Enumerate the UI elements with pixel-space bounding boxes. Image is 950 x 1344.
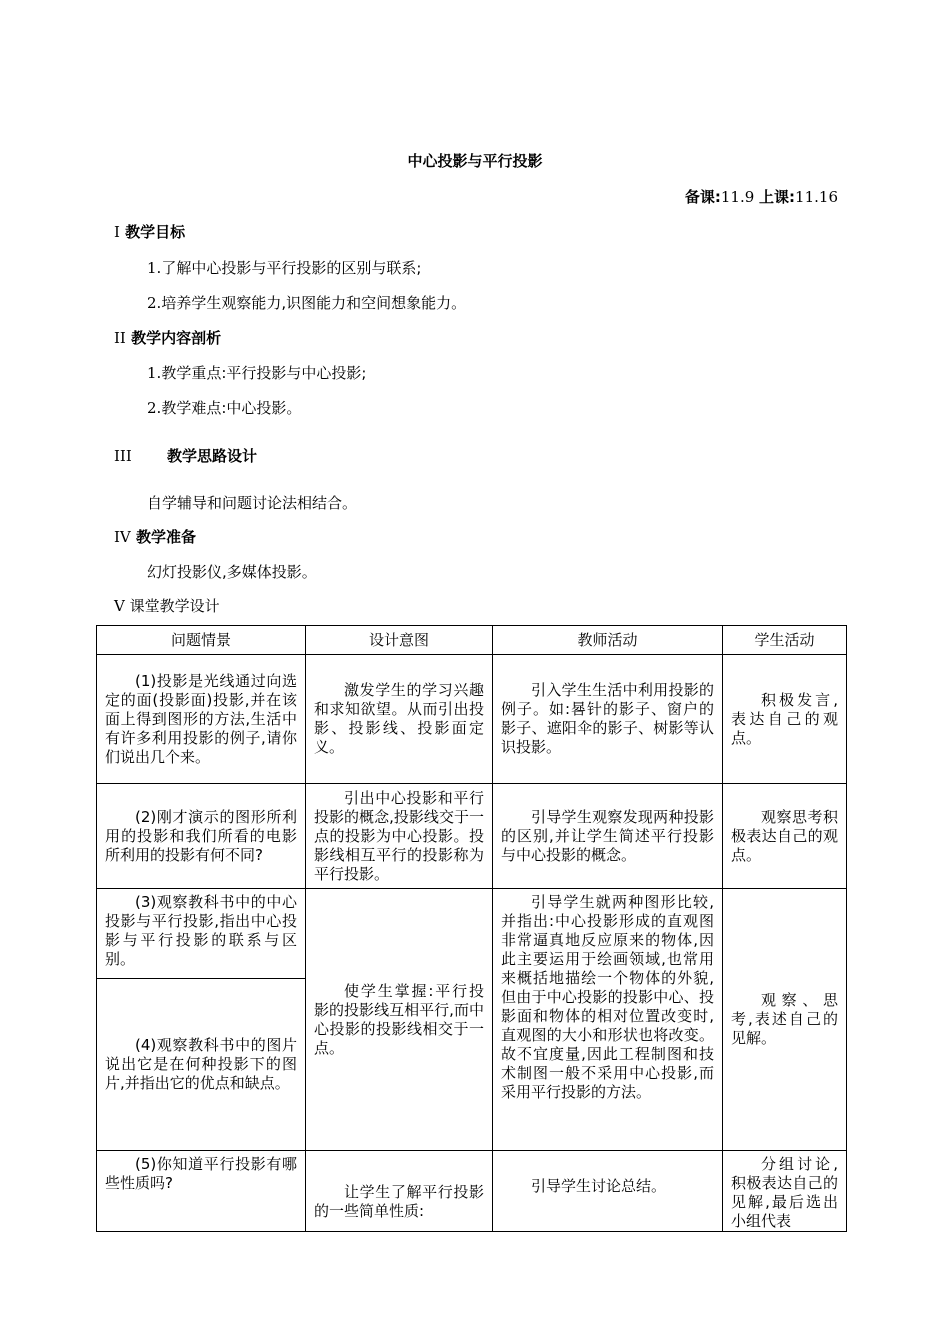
teacher-cell: 引导学生就两种图形比较,并指出:中心投影形成的直观图非常逼真地反应原来的物体,因此主要运用于绘画领域,也常用来概括地描绘一个物体的外貌,但由于中心投影的投影中心、投影面和物体的相对位置改变时,直观图的大小和形状也将改变。故不宜度量,因此工程制图和技术制图一般不采用中心投影,而采用平行投影的方法。: [493, 889, 723, 1151]
section-number: I: [114, 223, 120, 241]
table-row: [97, 1151, 847, 1232]
section-number: III: [114, 447, 132, 465]
item-number: 1.: [147, 259, 162, 277]
table-row: [97, 784, 847, 889]
intent-cell: 引出中心投影和平行投影的概念,投影线交于一点的投影为中心投影。投影线相互平行的投影称为平行投影。: [306, 784, 493, 889]
column-header: 设计意图: [306, 626, 493, 655]
item-text: 教学难点:中心投影。: [161, 399, 302, 417]
section-paragraph: 自学辅导和问题讨论法相结合。: [147, 494, 358, 512]
table-row: [97, 655, 847, 784]
section-heading-content-analysis: [114, 327, 221, 348]
teacher-cell: 引导学生讨论总结。: [493, 1151, 723, 1232]
section-title: 教学内容剖析: [131, 329, 222, 347]
lesson-design-table: [96, 625, 847, 1232]
prep-date: 11.9: [720, 188, 755, 206]
prep-label: 备课:: [684, 188, 721, 206]
item-number: 2.: [147, 399, 162, 417]
document-title: 中心投影与平行投影: [407, 152, 543, 170]
question-cell: (4)观察教科书中的图片说出它是在何种投影下的图片,并指出它的优点和缺点。: [97, 979, 306, 1151]
class-date: 11.16: [795, 188, 838, 206]
section-number: II: [114, 329, 126, 347]
intent-cell: 激发学生的学习兴趣和求知欲望。从而引出投影、投影线、投影面定义。: [306, 655, 493, 784]
column-header: 学生活动: [723, 626, 847, 655]
analysis-item: [147, 397, 301, 418]
question-cell: (1)投影是光线通过向选定的面(投影面)投影,并在该面上得到图形的方法,生活中有许多利用投影的例子,请你们说出几个来。: [97, 655, 306, 784]
student-cell: 观察思考积极表达自己的观点。: [723, 784, 847, 889]
item-number: 2.: [147, 294, 162, 312]
analysis-item: [147, 362, 366, 383]
table-row: [97, 889, 847, 979]
schedule-info: [685, 186, 838, 207]
teacher-cell: 引入学生生活中利用投影的例子。如:晷针的影子、窗户的影子、遮阳伞的影子、树影等认识投影。: [493, 655, 723, 784]
section-title: 教学准备: [136, 528, 197, 546]
question-cell: (2)刚才演示的图形所利用的投影和我们所看的电影所利用的投影有何不同?: [97, 784, 306, 889]
section-heading-objectives: [114, 221, 185, 242]
section-number: IV: [114, 528, 131, 546]
objective-item: [147, 257, 421, 278]
item-text: 培养学生观察能力,识图能力和空间想象能力。: [161, 294, 467, 312]
objective-item: [147, 292, 466, 313]
student-cell: 积极发言,表达自己的观点。: [723, 655, 847, 784]
item-number: 1.: [147, 364, 162, 382]
class-label: 上课:: [759, 188, 796, 206]
student-cell: 观察、思考,表述自己的见解。: [723, 889, 847, 1151]
section-title: 教学目标: [125, 223, 186, 241]
section-title: 课堂教学设计: [129, 597, 220, 615]
item-text: 教学重点:平行投影与中心投影;: [161, 364, 367, 382]
table-header-row: [97, 626, 847, 655]
question-cell: (5)你知道平行投影有哪些性质吗?: [97, 1151, 306, 1232]
section-heading-teaching-approach: [114, 445, 257, 466]
intent-cell: 使学生掌握:平行投影的投影线互相平行,而中心投影的投影线相交于一点。: [306, 889, 493, 1151]
teacher-cell: 引导学生观察发现两种投影的区别,并让学生简述平行投影与中心投影的概念。: [493, 784, 723, 889]
section-number: V: [114, 597, 125, 615]
question-cell: (3)观察教科书中的中心投影与平行投影,指出中心投影与平行投影的联系与区别。: [97, 889, 306, 979]
column-header: 问题情景: [97, 626, 306, 655]
section-heading-lesson-design: [114, 595, 220, 616]
intent-cell: 让学生了解平行投影的一些简单性质:: [306, 1151, 493, 1232]
section-title: 教学思路设计: [167, 447, 258, 465]
item-text: 了解中心投影与平行投影的区别与联系;: [161, 259, 422, 277]
column-header: 教师活动: [493, 626, 723, 655]
student-cell: 分组讨论,积极表达自己的见解,最后选出小组代表: [723, 1151, 847, 1232]
section-paragraph: 幻灯投影仪,多媒体投影。: [147, 563, 317, 581]
section-heading-preparation: [114, 526, 196, 547]
